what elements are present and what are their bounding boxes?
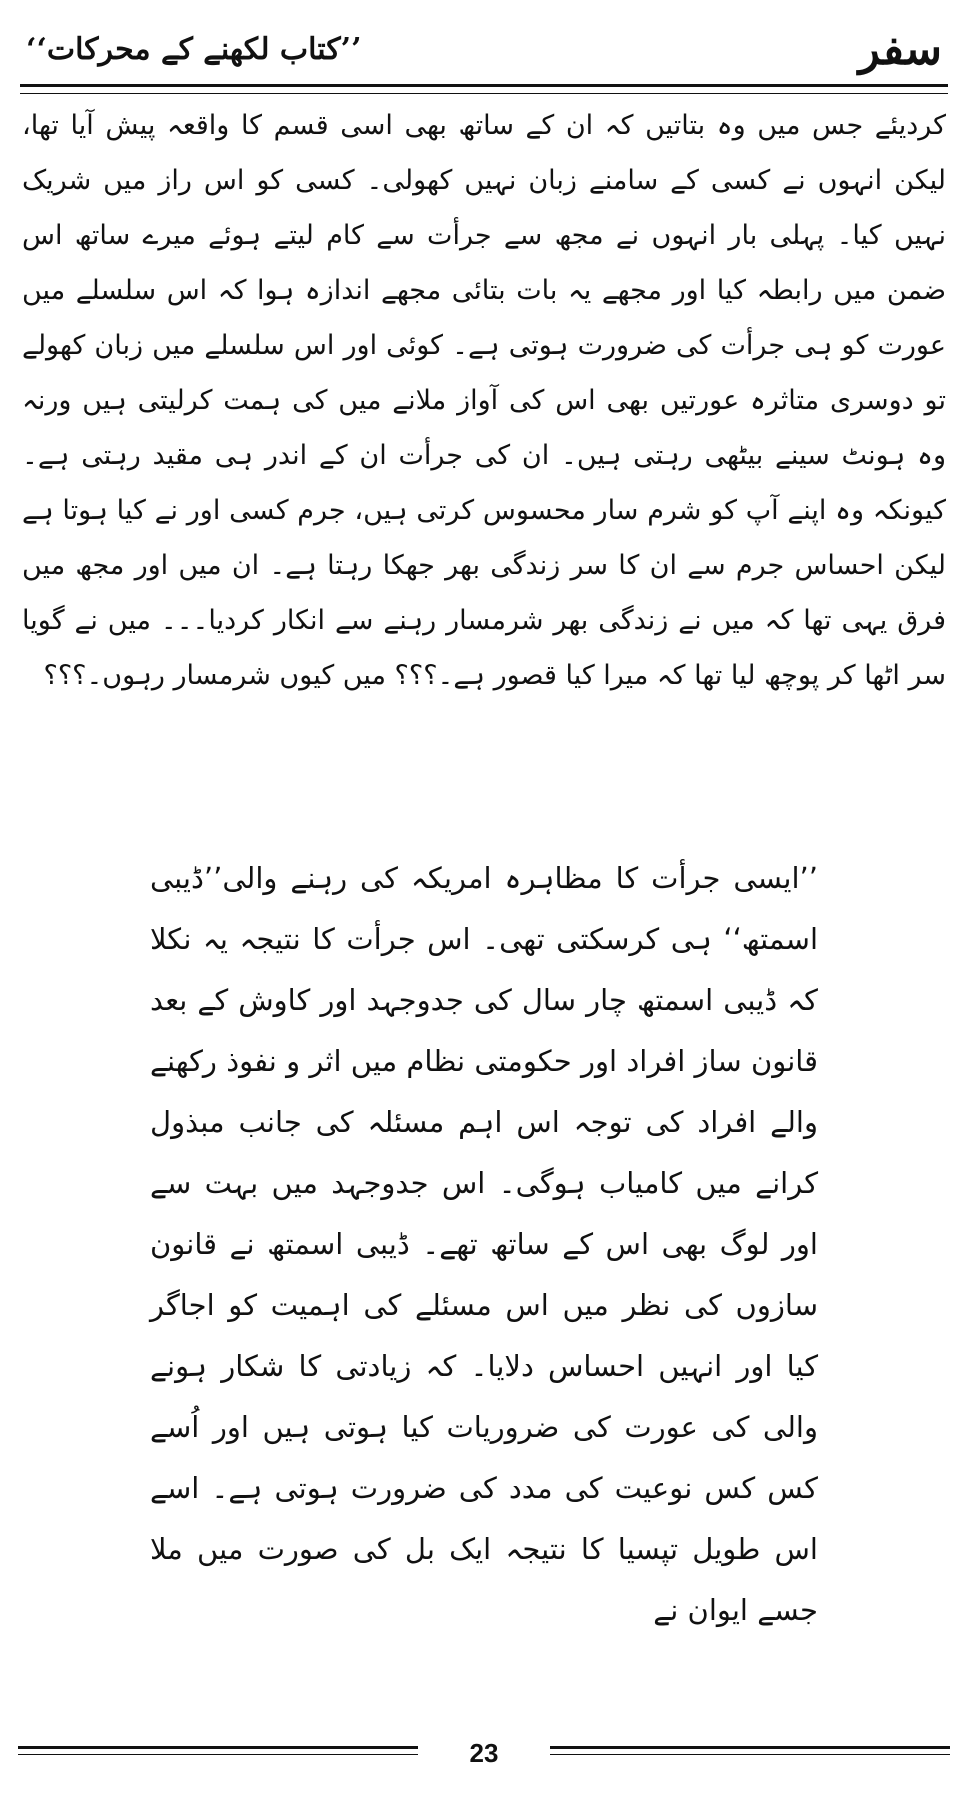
header-divider	[20, 84, 948, 94]
book-title: سفر	[858, 24, 942, 75]
footer-divider-right	[550, 1746, 950, 1755]
chapter-title: ’’کتاب لکھنے کے محرکات‘‘	[26, 32, 362, 67]
page-header	[20, 22, 948, 82]
page-footer	[18, 1738, 950, 1768]
body-paragraph: کردیئے جس میں وہ بتاتیں کہ ان کے ساتھ بھی اسی قسم کا واقعہ پیش آیا تھا، لیکن انہوں نے کسی کے سامنے زبان نہیں کھولی۔ کسی کو اس راز میں شریک نہیں کیا۔ پہلی بار انہوں نے مجھ سے جرأت سے کام لیتے ہوئے میرے ساتھ اس ضمن میں رابطہ کیا اور مجھے یہ بات بتائی مجھے اندازہ ہوا کہ اس سلسلے میں عورت کو ہی جرأت کی ضرورت ہوتی ہے۔ کوئی اور اس سلسلے میں زبان کھولے تو دوسری متاثرہ عورتیں بھی اس کی آواز ملانے میں کی ہمت کرلیتی ہیں ورنہ وہ ہونٹ سینے بیٹھی رہتی ہیں۔ ان کی جرأت ان کے اندر ہی مقید رہتی ہے۔ کیونکہ وہ اپنے آپ کو شرم سار محسوس کرتی ہیں، جرم کسی اور نے کیا ہوتا ہے لیکن احساس جرم سے ان کا سر زندگی بھر جھکا رہتا ہے۔ ان میں اور مجھ میں فرق یہی تھا کہ میں نے زندگی بھر شرمسار رہنے سے انکار کردیا۔۔۔ میں نے گویا سر اٹھا کر پوچھ لیا تھا کہ میرا کیا قصور ہے۔؟؟؟ میں کیوں شرمسار رہوں۔؟؟؟	[22, 110, 946, 691]
block-quote: ’’ایسی جرأت کا مظاہرہ امریکہ کی رہنے والی’’ڈیبی اسمتھ‘‘ ہی کرسکتی تھی۔ اس جرأت کا نتیجہ یہ نکلا کہ ڈیبی اسمتھ چار سال کی جدوجہد اور کاوش کے بعد قانون ساز افراد اور حکومتی نظام میں اثر و نفوذ رکھنے والے افراد کی توجہ اس اہم مسئلہ کی جانب مبذول کرانے میں کامیاب ہوگی۔ اس جدوجہد میں بہت سے اور لوگ بھی اس کے ساتھ تھے۔ ڈیبی اسمتھ نے قانون سازوں کی نظر میں اس مسئلے کی اہمیت کو اجاگر کیا اور انہیں احساس دلایا۔ کہ زیادتی کا شکار ہونے والی کی عورت کی ضروریات کیا ہوتی ہیں اور اُسے کس کس نوعیت کی مدد کی ضرورت ہوتی ہے۔ اسے اس طویل تپسیا کا نتیجہ ایک بل کی صورت میں ملا جسے ایوان نے	[150, 861, 818, 1627]
page-number: 23	[469, 1738, 499, 1768]
